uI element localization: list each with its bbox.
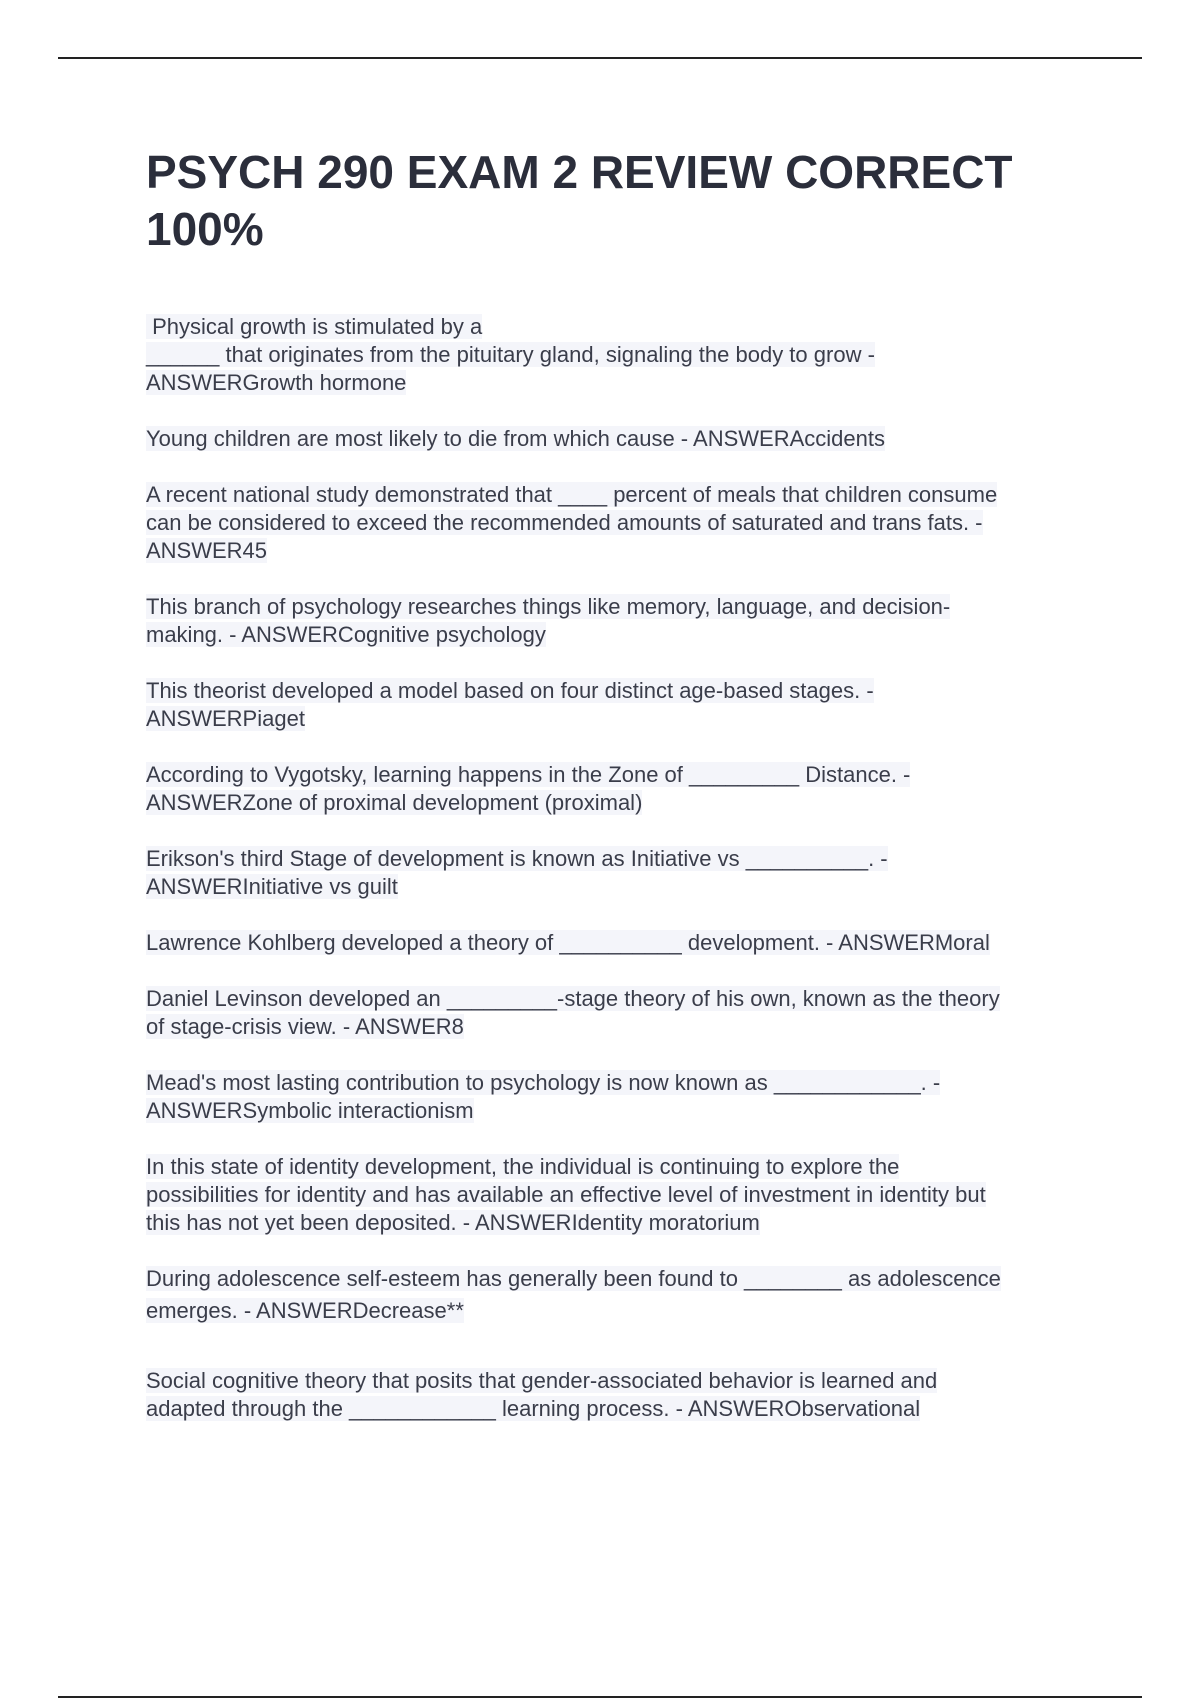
qa-line: Young children are most likely to die from which cause - ANSWERAccidents bbox=[146, 426, 885, 451]
bottom-divider bbox=[58, 1696, 1142, 1698]
qa-item bbox=[146, 761, 1086, 817]
qa-line: of stage-crisis view. - ANSWER8 bbox=[146, 1014, 464, 1039]
title-line-1: PSYCH 290 EXAM 2 REVIEW CORRECT bbox=[146, 146, 1013, 198]
qa-line: emerges. - ANSWERDecrease** bbox=[146, 1298, 464, 1323]
qa-item bbox=[146, 1069, 1086, 1125]
qa-line: Physical growth is stimulated by a bbox=[146, 314, 483, 339]
top-divider bbox=[58, 57, 1142, 59]
qa-item bbox=[146, 845, 1086, 901]
qa-line: Mead's most lasting contribution to psychology is now known as ____________. - bbox=[146, 1070, 941, 1095]
qa-line: This branch of psychology researches things like memory, language, and decision- bbox=[146, 594, 951, 619]
qa-line: Daniel Levinson developed an _________-stage theory of his own, known as the theory bbox=[146, 986, 1000, 1011]
qa-line: This theorist developed a model based on four distinct age-based stages. - bbox=[146, 678, 874, 703]
qa-line: ______ that originates from the pituitary gland, signaling the body to grow - bbox=[146, 342, 875, 367]
qa-item bbox=[146, 593, 1086, 649]
qa-item bbox=[146, 313, 1086, 397]
qa-list bbox=[146, 313, 1086, 1423]
qa-line: ANSWERSymbolic interactionism bbox=[146, 1098, 474, 1123]
qa-item bbox=[146, 1265, 1086, 1325]
qa-line: A recent national study demonstrated that ____ percent of meals that children consume bbox=[146, 482, 998, 507]
qa-line: ANSWERPiaget bbox=[146, 706, 305, 731]
qa-item bbox=[146, 929, 1086, 957]
qa-line: Lawrence Kohlberg developed a theory of __________ development. - ANSWERMoral bbox=[146, 930, 990, 955]
qa-line: ANSWER45 bbox=[146, 538, 268, 563]
qa-line: this has not yet been deposited. - ANSWERIdentity moratorium bbox=[146, 1210, 760, 1235]
qa-line: ANSWERGrowth hormone bbox=[146, 370, 407, 395]
qa-line: adapted through the ____________ learning process. - ANSWERObservational bbox=[146, 1396, 921, 1421]
qa-line: ANSWERZone of proximal development (proximal) bbox=[146, 790, 643, 815]
qa-line: making. - ANSWERCognitive psychology bbox=[146, 622, 546, 647]
qa-item bbox=[146, 481, 1086, 565]
qa-item bbox=[146, 677, 1086, 733]
title-line-2: 100% bbox=[146, 203, 264, 255]
document-body bbox=[146, 144, 1086, 1451]
qa-line: ANSWERInitiative vs guilt bbox=[146, 874, 398, 899]
qa-item bbox=[146, 1367, 1086, 1423]
qa-line: During adolescence self-esteem has generally been found to ________ as adolescence bbox=[146, 1266, 1001, 1291]
qa-line: can be considered to exceed the recommended amounts of saturated and trans fats. - bbox=[146, 510, 983, 535]
qa-line: Erikson's third Stage of development is known as Initiative vs __________. - bbox=[146, 846, 888, 871]
qa-item bbox=[146, 1153, 1086, 1237]
qa-line: According to Vygotsky, learning happens in the Zone of _________ Distance. - bbox=[146, 762, 911, 787]
qa-line: possibilities for identity and has available an effective level of investment in identity but bbox=[146, 1182, 986, 1207]
qa-item bbox=[146, 425, 1086, 453]
qa-item bbox=[146, 985, 1086, 1041]
qa-line: Social cognitive theory that posits that gender-associated behavior is learned and bbox=[146, 1368, 938, 1393]
qa-line: In this state of identity development, the individual is continuing to explore the bbox=[146, 1154, 900, 1179]
document-title bbox=[146, 144, 1086, 258]
